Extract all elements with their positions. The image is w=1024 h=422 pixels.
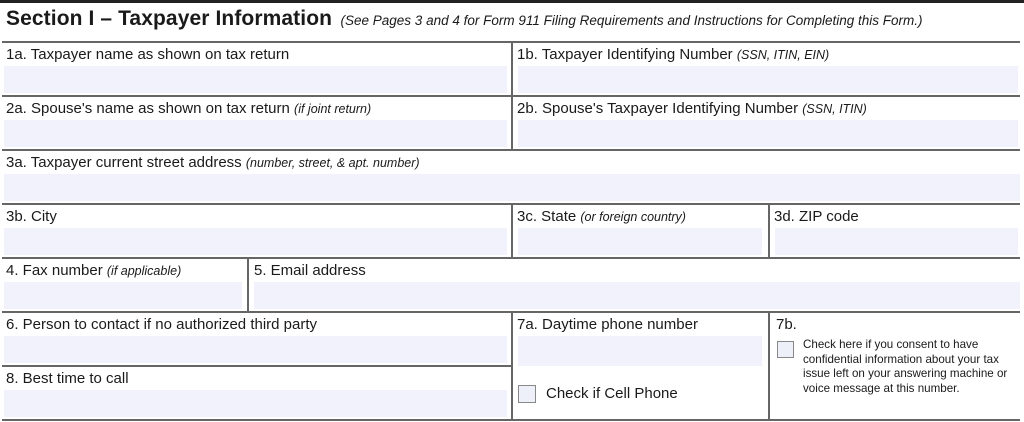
best-time-input[interactable] — [4, 390, 507, 417]
field-3d-cell — [770, 205, 1020, 257]
field-2a-label: 2a. Spouse's name as shown on tax return (if joint return) — [6, 100, 372, 117]
field-3b-label: 3b. City — [6, 208, 57, 225]
section-title: Section I – Taxpayer Information — [6, 7, 333, 30]
field-3a-label: 3a. Taxpayer current street address (number, street, & apt. number) — [6, 154, 420, 171]
top-rule — [0, 0, 1024, 3]
field-3d-label: 3d. ZIP code — [774, 208, 859, 225]
field-1b-cell — [513, 43, 1020, 95]
field-3a-cell — [2, 151, 1020, 203]
field-3b-cell — [2, 205, 511, 257]
field-4-label: 4. Fax number (if applicable) — [6, 262, 182, 279]
taxpayer-name-input[interactable] — [4, 66, 507, 93]
section-header — [6, 7, 923, 31]
spouse-name-input[interactable] — [4, 120, 507, 147]
voicemail-consent-text: Check here if you consent to have confidential information about your tax issue left on your answering machine or voice message at this number. — [803, 338, 1008, 395]
spouse-tin-input[interactable] — [518, 120, 1018, 147]
field-5-label: 5. Email address — [254, 262, 366, 279]
field-7a-label: 7a. Daytime phone number — [517, 316, 698, 333]
city-input[interactable] — [4, 228, 507, 255]
field-6-cell — [2, 313, 511, 365]
field-7b-label: 7b. — [776, 316, 797, 333]
section-note: (See Pages 3 and 4 for Form 911 Filing Requirements and Instructions for Completing this Form.) — [340, 13, 923, 28]
daytime-phone-input[interactable] — [518, 336, 762, 366]
taxpayer-tin-input[interactable] — [518, 66, 1018, 93]
field-7b-cell — [770, 313, 1020, 419]
field-1a-label: 1a. Taxpayer name as shown on tax return — [6, 46, 290, 63]
field-4-cell — [2, 259, 247, 311]
field-5-cell — [249, 259, 1020, 311]
field-3c-label: 3c. State (or foreign country) — [517, 208, 686, 225]
field-8-label: 8. Best time to call — [6, 370, 129, 387]
zip-code-input[interactable] — [775, 228, 1018, 255]
field-2b-cell — [513, 97, 1020, 149]
field-2a-cell — [2, 97, 511, 149]
contact-person-input[interactable] — [4, 336, 507, 363]
field-1b-label: 1b. Taxpayer Identifying Number (SSN, ITIN, EIN) — [517, 46, 830, 63]
email-address-input[interactable] — [254, 282, 1020, 309]
field-8-cell — [2, 367, 511, 419]
state-input[interactable] — [518, 228, 762, 255]
field-6-label: 6. Person to contact if no authorized third party — [6, 316, 318, 333]
field-7a-cell — [513, 313, 768, 419]
field-2b-label: 2b. Spouse's Taxpayer Identifying Number (SSN, ITIN) — [517, 100, 867, 117]
cell-phone-label: Check if Cell Phone — [546, 385, 678, 402]
field-1a-cell — [2, 43, 511, 95]
field-3c-cell — [513, 205, 768, 257]
street-address-input[interactable] — [4, 174, 1020, 201]
fax-number-input[interactable] — [4, 282, 242, 309]
cell-phone-checkbox[interactable] — [518, 385, 536, 403]
voicemail-consent-checkbox[interactable] — [777, 341, 794, 358]
